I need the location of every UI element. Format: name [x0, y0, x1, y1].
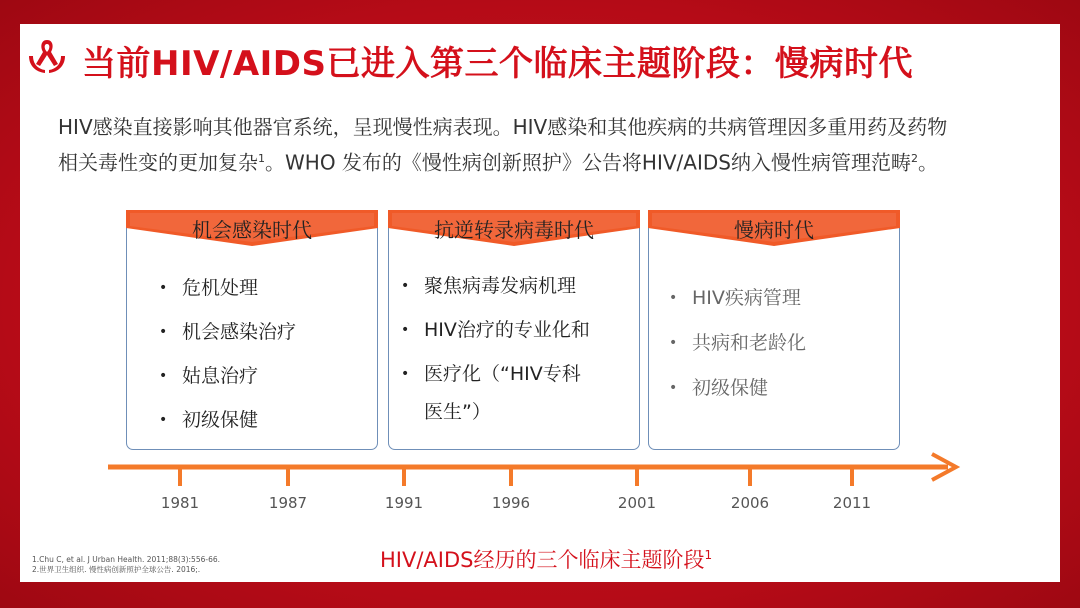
- caption-citation: 1: [704, 548, 713, 562]
- list-item: • 机会感染治疗: [154, 310, 296, 354]
- reference-1: 1.Chu C, et al. J Urban Health. 2011;88(3):556-66.: [32, 555, 220, 564]
- list-item: • 初级保健: [664, 366, 806, 411]
- intro-text: HIV感染直接影响其他器官系统，呈现慢性病表现。HIV感染和其他疾病的共病管理因多重用药及药物相关毒性变的更加复杂: [58, 115, 948, 175]
- references: [32, 555, 220, 575]
- list-item: • HIV治疗的专业化和: [396, 308, 590, 352]
- era-title: 抗逆转录病毒时代: [434, 218, 594, 242]
- timeline-year: 2001: [617, 494, 657, 512]
- bullet-dot-icon: •: [159, 280, 168, 296]
- citation-2: 2: [910, 152, 918, 165]
- timeline-year: 1987: [268, 494, 308, 512]
- timeline-year: 1991: [384, 494, 424, 512]
- slide-canvas: [20, 24, 1060, 582]
- list-item: • 初级保健: [154, 398, 296, 442]
- list-item: 医生”）: [424, 401, 491, 423]
- timeline-axis: [20, 24, 1060, 524]
- bullet-dot-icon: •: [669, 290, 678, 306]
- bullet-dot-icon: •: [401, 278, 410, 294]
- reference-2: 2.世界卫生组织. 慢性病创新照护全球公告. 2016;.: [32, 565, 201, 574]
- list-item: • 危机处理: [154, 266, 296, 310]
- list-item: • HIV疾病管理: [664, 276, 806, 321]
- timeline-year: 2011: [832, 494, 872, 512]
- list-item: • 聚焦病毒发病机理: [396, 264, 590, 308]
- era-title: 慢病时代: [734, 218, 814, 242]
- timeline-year: 1981: [160, 494, 200, 512]
- era-title: 机会感染时代: [192, 218, 312, 242]
- bullet-dot-icon: •: [159, 324, 168, 340]
- bullet-dot-icon: •: [401, 322, 410, 338]
- list-item: • 共病和老龄化: [664, 321, 806, 366]
- bullet-dot-icon: •: [159, 412, 168, 428]
- list-item: • 姑息治疗: [154, 354, 296, 398]
- bullet-dot-icon: •: [159, 368, 168, 384]
- intro-text-2: 。WHO 发布的《慢性病创新照护》公告将HIV/AIDS纳入慢性病管理范畴: [265, 150, 911, 175]
- bullet-dot-icon: •: [669, 380, 678, 396]
- figure-caption: HIV/AIDS经历的三个临床主题阶段$^1$: [380, 548, 713, 572]
- intro-text-3: 。: [917, 150, 938, 175]
- page-title: 当前HIV/AIDS已进入第三个临床主题阶段：慢病时代: [82, 44, 914, 84]
- bullet-dot-icon: •: [669, 335, 678, 351]
- timeline-year: 1996: [491, 494, 531, 512]
- timeline-year: 2006: [730, 494, 770, 512]
- citation-1: 1: [258, 152, 265, 165]
- bullet-dot-icon: •: [401, 366, 410, 382]
- list-item: • 医疗化（“HIV专科: [396, 352, 590, 396]
